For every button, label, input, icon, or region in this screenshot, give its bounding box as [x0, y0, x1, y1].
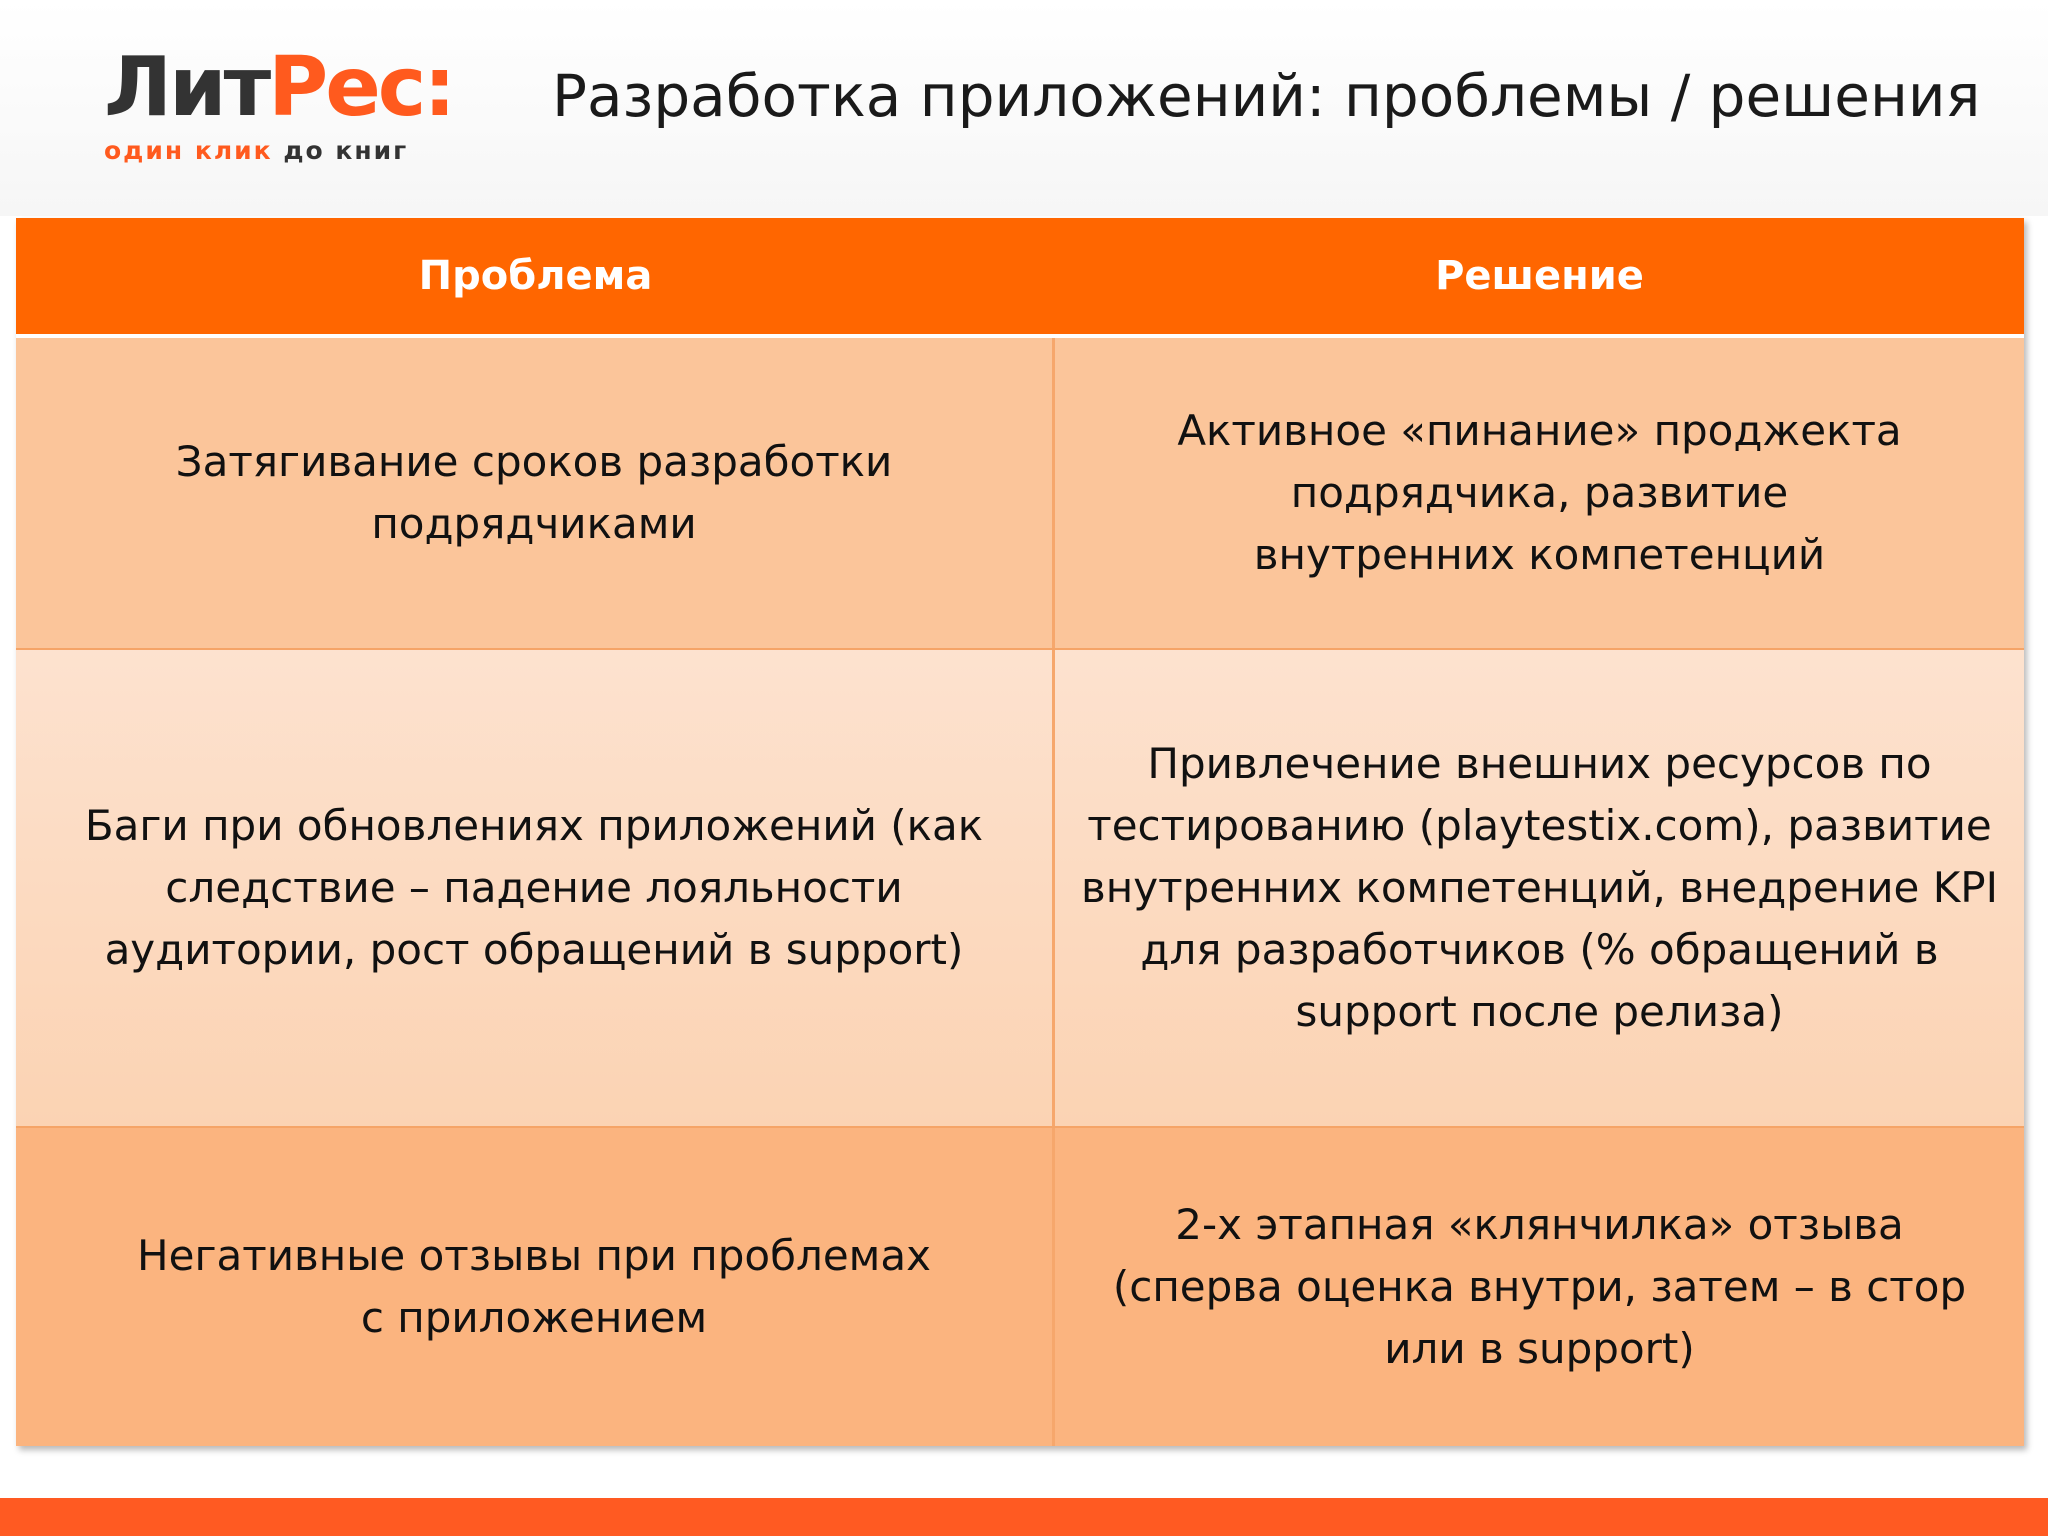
solution-cell: 2-х этапная «клянчилка» отзыва (сперва оценка внутри, затем – в стор или в support) — [1112, 1200, 1967, 1373]
solution-cell: Активное «пинание» проджекта подрядчика, развитие внутренних компетенций — [1177, 406, 1902, 579]
table-row — [16, 338, 2024, 650]
problems-solutions-table — [16, 218, 2024, 1446]
litres-logo — [104, 40, 453, 165]
logo-tagline-part2: до книг — [283, 136, 409, 165]
logo-brand-res: Рес: — [268, 40, 454, 135]
solution-cell: Привлечение внешних ресурсов по тестированию (playtestix.com), развитие внутренних компетенций, внедрение KPI для разработчиков (% обращений в support после релиза) — [1081, 739, 1998, 1036]
logo-brand-lit: Лит — [104, 40, 269, 135]
problem-cell: Затягивание сроков разработки подрядчиками — [16, 338, 1055, 648]
slide-header — [0, 0, 2048, 216]
logo-tagline-part1: один клик — [104, 136, 273, 165]
footer-bar — [0, 1498, 2048, 1536]
problem-cell: Негативные отзывы при проблемах с приложением — [16, 1128, 1055, 1446]
problem-cell: Баги при обновлениях приложений (как следствие – падение лояльности аудитории, рост обращений в support) — [16, 650, 1055, 1126]
header-solution: Решение — [1435, 253, 1644, 299]
table-row — [16, 1128, 2024, 1446]
table-row — [16, 650, 2024, 1128]
logo-wordmark — [104, 40, 453, 136]
logo-tagline — [104, 136, 453, 165]
slide-title: Разработка приложений: проблемы / решения — [552, 62, 1981, 130]
header-problem: Проблема — [418, 253, 653, 299]
table-header-row — [16, 218, 2024, 338]
